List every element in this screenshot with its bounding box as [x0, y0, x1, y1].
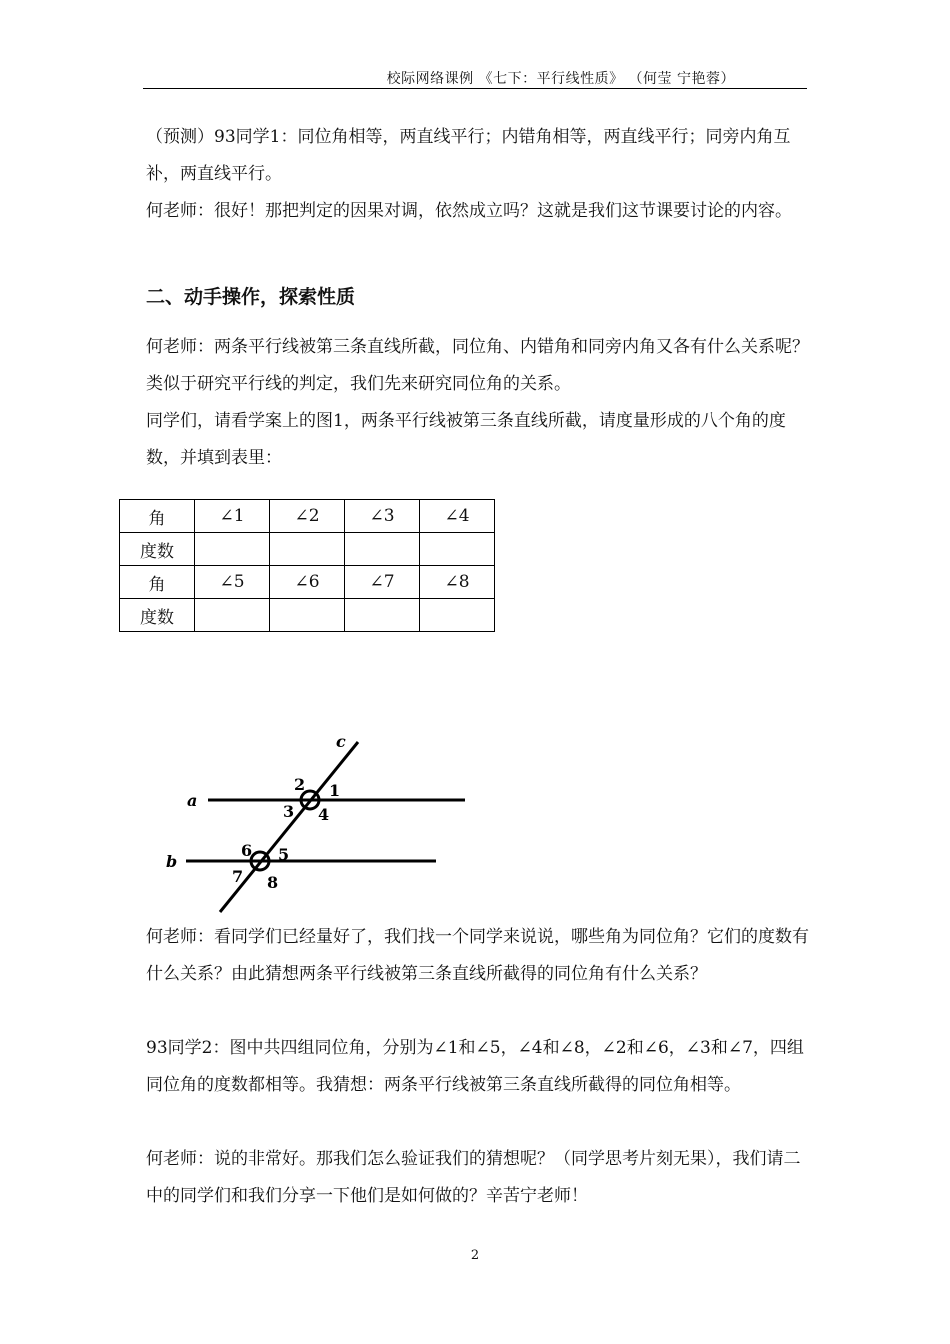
paragraph-teacher-question: 何老师：两条平行线被第三条直线所截，同位角、内错角和同旁内角又各有什么关系呢？类似于研究平行线的判定，我们先来研究同位角的关系。	[146, 337, 809, 394]
label-angle-6: 6	[241, 841, 253, 860]
paragraph-student-answer: 93同学2：图中共四组同位角，分别为∠1和∠5，∠4和∠8，∠2和∠6，∠3和∠7，四组同位角的度数都相等。我猜想：两条平行线被第三条直线所截得的同位角相等。	[146, 1038, 804, 1095]
paragraph-teacher-ask: 何老师：看同学们已经量好了，我们找一个同学来说说，哪些角为同位角？它们的度数有什么关系？由此猜想两条平行线被第三条直线所截得的同位角有什么关系？	[146, 927, 809, 984]
table-cell-input	[420, 533, 495, 566]
label-angle-5: 5	[278, 845, 290, 864]
table-cell: 角	[120, 566, 195, 599]
table-cell: ∠1	[195, 500, 270, 533]
table-cell-input	[345, 533, 420, 566]
label-line-c: c	[336, 732, 346, 751]
page-header	[143, 66, 807, 89]
table-cell: ∠4	[420, 500, 495, 533]
table-cell-input	[420, 599, 495, 632]
table-cell-input	[195, 599, 270, 632]
label-angle-3: 3	[283, 802, 295, 821]
parallel-lines-figure	[160, 730, 480, 920]
label-angle-8: 8	[267, 873, 279, 892]
header-text: 校际网络课例 《七下：平行线性质》 （何莹 宁艳蓉）	[386, 71, 735, 87]
page-number: 2	[470, 1248, 480, 1263]
label-line-b: b	[166, 852, 178, 871]
table-row	[120, 533, 495, 566]
label-angle-7: 7	[232, 867, 244, 886]
section-heading: 二、动手操作，探索性质	[146, 286, 356, 308]
label-line-a: a	[187, 791, 198, 810]
table-cell: ∠7	[345, 566, 420, 599]
table-cell: ∠2	[270, 500, 345, 533]
table-row	[120, 500, 495, 533]
table-cell: ∠5	[195, 566, 270, 599]
angle-measure-table	[119, 499, 495, 632]
paragraph-measure-instruction: 同学们，请看学案上的图1，两条平行线被第三条直线所截，请度量形成的八个角的度数，并填到表里：	[146, 411, 786, 468]
table-cell-input	[345, 599, 420, 632]
table-row	[120, 599, 495, 632]
paragraph-teacher-verify: 何老师：说的非常好。那我们怎么验证我们的猜想呢？（同学思考片刻无果），我们请二中的同学们和我们分享一下他们是如何做的？辛苦宁老师！	[146, 1149, 801, 1206]
label-angle-4: 4	[318, 805, 330, 824]
table-cell-input	[270, 533, 345, 566]
table-cell: 度数	[120, 533, 195, 566]
table-cell: 度数	[120, 599, 195, 632]
paragraph-prediction: （预测）93同学1：同位角相等，两直线平行；内错角相等，两直线平行；同旁内角互补，两直线平行。	[146, 127, 791, 184]
table-cell-input	[195, 533, 270, 566]
table-cell: ∠6	[270, 566, 345, 599]
table-cell: ∠8	[420, 566, 495, 599]
table-cell: ∠3	[345, 500, 420, 533]
paragraph-teacher-intro: 何老师：很好！那把判定的因果对调，依然成立吗？这就是我们这节课要讨论的内容。	[146, 201, 792, 221]
label-angle-2: 2	[294, 775, 306, 794]
line-c	[220, 742, 358, 912]
label-angle-1: 1	[329, 781, 341, 800]
table-cell-input	[270, 599, 345, 632]
table-row	[120, 566, 495, 599]
table-cell: 角	[120, 500, 195, 533]
